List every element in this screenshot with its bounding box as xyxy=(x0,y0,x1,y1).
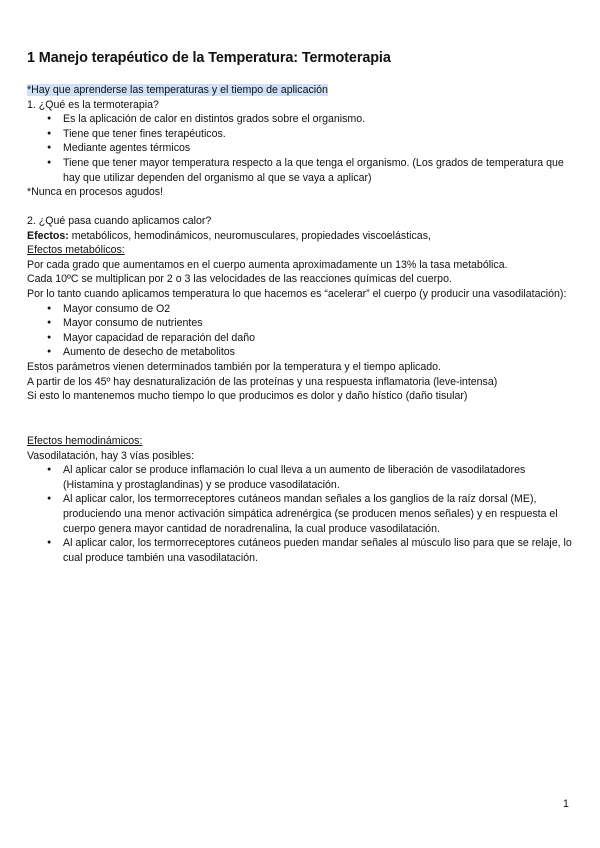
list-item: ● Tiene que tener fines terapéuticos. xyxy=(27,127,575,142)
metab-after-line: A partir de los 45º hay desnaturalización de las proteínas y una respuesta inflamatoria (leve-intensa) xyxy=(27,375,498,388)
section-1 xyxy=(27,83,575,200)
list-item: ● Mayor consumo de nutrientes xyxy=(27,316,575,331)
page-title: 1 Manejo terapéutico de la Temperatura: Termoterapia xyxy=(27,50,391,66)
list-item: ● Tiene que tener mayor temperatura respecto a la que tenga el organismo. (Los grados de temperatura que hay que utilizar dependen del organismo al que se vaya a aplicar) xyxy=(27,156,575,185)
list-item: ● Mayor consumo de O2 xyxy=(27,302,575,317)
highlighted-note: *Hay que aprenderse las temperaturas y el tiempo de aplicación xyxy=(27,84,328,96)
list-item: ● Aumento de desecho de metabolitos xyxy=(27,345,575,360)
list-item: ● Al aplicar calor, los termorreceptores cutáneos pueden mandar señales al músculo liso para que se relaje, lo cual produce también una vasodilatación. xyxy=(27,536,575,565)
efectos-line xyxy=(27,229,575,244)
hemo-list xyxy=(27,463,575,565)
metab-list xyxy=(27,302,575,360)
question-2: 2. ¿Qué pasa cuando aplicamos calor? xyxy=(27,215,212,227)
page-number: 1 xyxy=(563,798,569,810)
metab-line: Por lo tanto cuando aplicamos temperatura lo que hacemos es “acelerar” el cuerpo (y producir una vasodilatación): xyxy=(27,287,567,300)
list-item: ● Mediante agentes térmicos xyxy=(27,141,575,156)
hemo-heading: Efectos hemodinámicos: xyxy=(27,435,143,447)
list-item: ● Es la aplicación de calor en distintos grados sobre el organismo. xyxy=(27,112,575,127)
metab-after-line: Si esto lo mantenemos mucho tiempo lo que producimos es dolor y daño hístico (daño tisular) xyxy=(27,390,468,403)
metab-after-line: Estos parámetros vienen determinados también por la temperatura y el tiempo aplicado. xyxy=(27,360,441,373)
note-agudos: *Nunca en procesos agudos! xyxy=(27,186,164,199)
list-item: ● Mayor capacidad de reparación del daño xyxy=(27,331,575,346)
metab-heading: Efectos metabólicos: xyxy=(27,244,125,257)
metab-line: Por cada grado que aumentamos en el cuerpo aumenta aproximadamente un 13% la tasa metabólica. xyxy=(27,258,508,271)
question-1: 1. ¿Qué es la termoterapia? xyxy=(27,98,159,111)
efectos-label: Efectos: xyxy=(27,229,69,242)
list-item: ● Al aplicar calor, los termorreceptores cutáneos mandan señales a los ganglios de la raíz dorsal (ME), produciendo una menor activación simpática adrenérgica (se producen menos señales) y en respuesta el cuerpo genera mayor cantidad de noradrenalina, la cual produce vasodilatación. xyxy=(27,492,575,536)
hemo-intro: Vasodilatación, hay 3 vías posibles: xyxy=(27,449,195,462)
list-item: ● Al aplicar calor se produce inflamación lo cual lleva a un aumento de liberación de vasodilatadores (Histamina y prostaglandinas) y se produce vasodilatación. xyxy=(27,463,575,492)
section-hemo xyxy=(27,434,575,565)
section-2 xyxy=(27,214,575,404)
q1-list xyxy=(27,112,575,185)
metab-line: Cada 10ºC se multiplican por 2 o 3 las velocidades de las reacciones químicas del cuerpo. xyxy=(27,273,452,286)
efectos-text: metabólicos, hemodinámicos, neuromusculares, propiedades viscoelásticas, xyxy=(68,229,431,242)
